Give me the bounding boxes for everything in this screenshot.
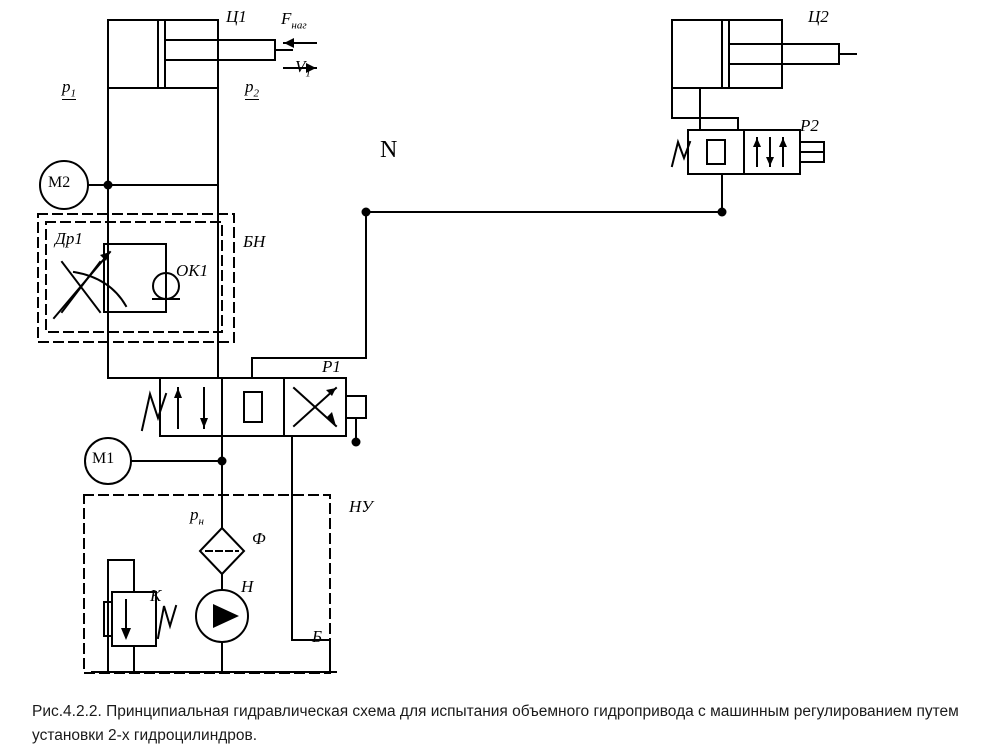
label-velocity [295,58,311,79]
label-ok1: ОК1 [176,261,209,280]
label-load-force [281,10,307,31]
pump-n-graphic [196,590,248,642]
load-force-arrow [284,38,316,48]
label-v1: V [295,57,306,76]
label-force: F [281,9,292,28]
label-n-flow: Ν [380,137,398,163]
directional-valve-r1-graphic [142,378,366,447]
check-valve-ok1-graphic [104,244,179,312]
hydraulic-cylinder-1-graphic [108,20,292,88]
relief-valve-k-graphic [104,592,176,646]
label-cyl1: Ц1 [226,7,247,26]
label-filter: Ф [252,529,266,548]
figure-caption: Рис.4.2.2. Принципиальная гидравлическая схема для испытания объемного гидропривода с машинным регулированием путем установки 2-х гидроцилиндров. [32,703,959,745]
throttle-dr1-graphic [54,252,126,318]
label-ph-text: p [190,505,199,524]
label-valve-k: К [150,586,162,605]
label-r2: Р2 [800,116,819,135]
label-p2-text: p [245,77,254,96]
label-dr1: Др1 [55,229,83,248]
label-cyl2: Ц2 [808,7,829,26]
label-m1: M1 [92,450,115,467]
directional-valve-r2-graphic [672,130,824,174]
label-ph-sub: н [198,515,204,528]
label-v1-sub: 1 [305,67,311,80]
label-p1 [62,78,76,100]
label-p2 [245,78,259,100]
label-nu: НУ [349,497,373,516]
hydraulic-cylinder-2-graphic [672,20,856,88]
label-m2: M2 [48,174,71,191]
label-bn: БН [243,232,266,251]
label-r1: Р1 [322,357,341,376]
label-ph [190,506,204,527]
label-p2-sub: 2 [253,87,259,100]
filter-f-graphic [200,528,244,574]
label-pump: Н [241,577,254,596]
label-p1-sub: 1 [70,87,76,100]
label-tank: Б [312,627,323,646]
label-p1-text: p [62,77,71,96]
label-force-sub: наг [291,19,307,32]
